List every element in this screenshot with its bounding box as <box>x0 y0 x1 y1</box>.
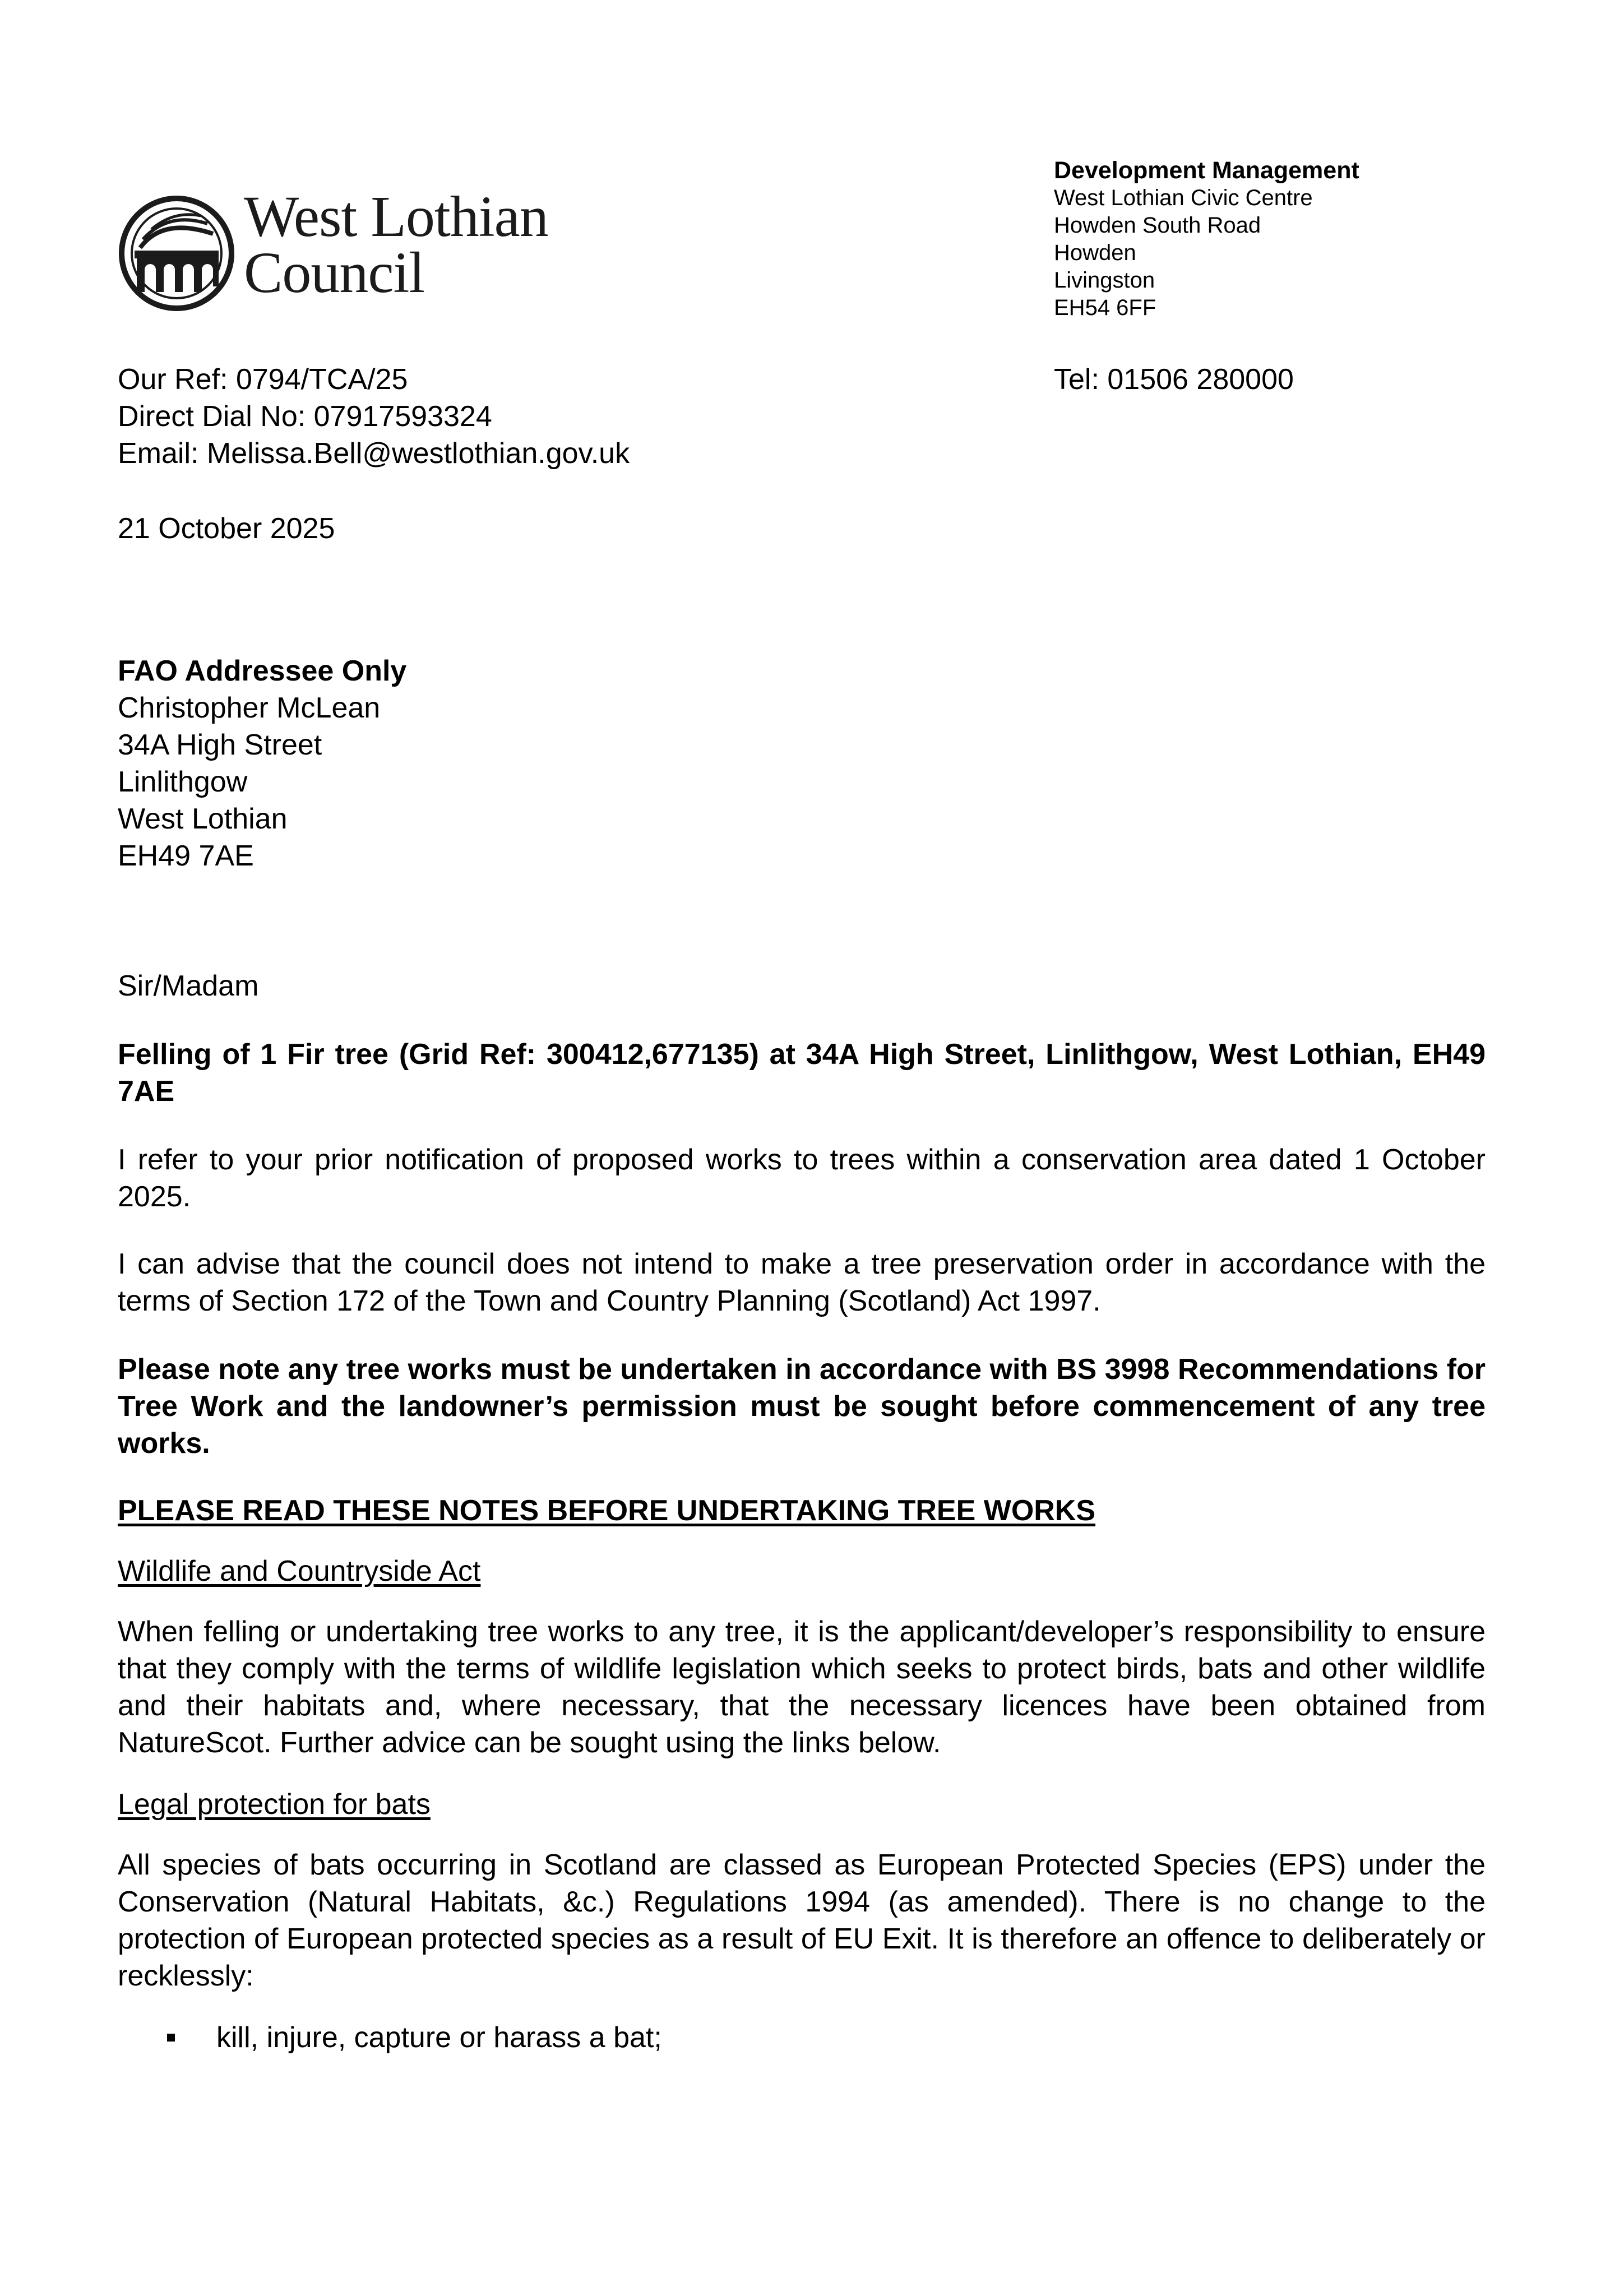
recipient-line: EH49 7AE <box>118 840 254 872</box>
telephone: Tel: 01506 280000 <box>1054 363 1294 396</box>
recipient-line: Christopher McLean <box>118 692 381 724</box>
reference-block <box>118 361 630 472</box>
list-item-text: kill, injure, capture or harass a bat; <box>216 2021 662 2054</box>
address-line: EH54 6FF <box>1054 295 1156 320</box>
body-paragraph-2: I can advise that the council does not intend to make a tree preservation order in accordance with the terms of Section 172 of the Town and Country Planning (Scotland) Act 1997. <box>118 1248 1486 1317</box>
council-logo <box>118 184 572 317</box>
salutation: Sir/Madam <box>118 970 259 1002</box>
viaduct-emblem-icon <box>118 195 235 312</box>
recipient-line: 34A High Street <box>118 729 322 761</box>
department-title: Development Management <box>1054 157 1359 184</box>
address-line: Howden <box>1054 240 1136 265</box>
wildlife-heading: Wildlife and Countryside Act <box>118 1555 481 1587</box>
address-line: Howden South Road <box>1054 213 1261 238</box>
subject-line: Felling of 1 Fir tree (Grid Ref: 300412,677135) at 34A High Street, Linlithgow, West Lothian, EH49 7AE <box>118 1038 1486 1108</box>
important-note: Please note any tree works must be undertaken in accordance with BS 3998 Recommendations for Tree Work and the landowner’s permission must be sought before commencement of any tree works. <box>118 1353 1486 1460</box>
address-line: Livingston <box>1054 268 1155 293</box>
logo-text-line2: Council <box>244 240 425 305</box>
fao-line: FAO Addressee Only <box>118 655 407 687</box>
our-ref: Our Ref: 0794/TCA/25 <box>118 363 408 396</box>
direct-dial: Direct Dial No: 07917593324 <box>118 400 492 433</box>
recipient-address <box>118 652 406 874</box>
body-paragraph-1: I refer to your prior notification of proposed works to trees within a conservation area dated 1 October 2025. <box>118 1144 1486 1213</box>
recipient-line: West Lothian <box>118 803 288 835</box>
bats-paragraph: All species of bats occurring in Scotland are classed as European Protected Species (EPS) under the Conservation (Natural Habitats, &c.) Regulations 1994 (as amended). There is no change to the protection of European protected species as a result of EU Exit. It is therefore an offence to deliberately or recklessly: <box>118 1849 1486 1992</box>
logo-text-line1: West Lothian <box>244 184 548 249</box>
square-bullet-icon <box>167 2034 175 2042</box>
address-line: West Lothian Civic Centre <box>1054 186 1313 210</box>
wildlife-paragraph: When felling or undertaking tree works to any tree, it is the applicant/developer’s responsibility to ensure that they comply with the terms of wildlife legislation which seeks to protect birds, bats and other wildlife and their habitats and, where necessary, that the necessary licences have been obtained from NatureScot. Further advice can be sought using the links below. <box>118 1615 1486 1759</box>
email: Email: Melissa.Bell@westlothian.gov.uk <box>118 437 630 470</box>
recipient-line: Linlithgow <box>118 766 248 798</box>
bats-heading: Legal protection for bats <box>118 1788 431 1821</box>
notes-heading: PLEASE READ THESE NOTES BEFORE UNDERTAKING TREE WORKS <box>118 1494 1096 1527</box>
letter-date: 21 October 2025 <box>118 512 335 545</box>
department-address <box>1054 157 1359 322</box>
